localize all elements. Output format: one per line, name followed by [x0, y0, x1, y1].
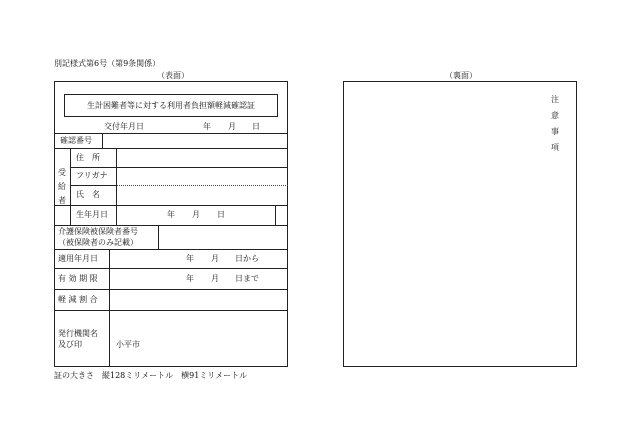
row-line	[70, 167, 288, 168]
issuer-label: 発行機関名	[58, 329, 98, 338]
recipient-label: 受給者	[58, 168, 66, 205]
row-line	[54, 205, 288, 206]
table-top-line	[54, 133, 288, 134]
col-line	[70, 148, 71, 225]
insured-no-label: 介護保険被保険者番号	[58, 227, 138, 236]
form-number-label: 別記様式第6号（第9条関係）	[54, 59, 161, 68]
validity-month: 月	[211, 274, 219, 283]
back-card	[343, 81, 577, 367]
row-line	[70, 185, 116, 186]
birthdate-label: 生年月日	[76, 210, 108, 219]
col-line	[109, 249, 110, 310]
row-line	[54, 249, 288, 250]
issue-date-label: 交付年月日	[104, 122, 144, 131]
row-line	[54, 268, 288, 269]
size-note: 証の大きさ 縦128ミリメートル 横91ミリメートル	[54, 371, 248, 380]
row-line	[54, 148, 288, 149]
validity-label: 有 効 期 限	[58, 274, 98, 283]
issue-date-year: 年	[203, 122, 211, 131]
furigana-label: フリガナ	[76, 171, 108, 180]
col-line	[275, 205, 276, 225]
row-line	[54, 310, 288, 311]
validity-year: 年	[186, 274, 194, 283]
reduction-rate-label: 軽 減 割 合	[58, 295, 98, 304]
issuer-value: 小平市	[116, 340, 140, 349]
notes-title: 注意事項	[551, 95, 559, 152]
applicable-month: 月	[211, 254, 219, 263]
applicable-year: 年	[186, 254, 194, 263]
row-line	[54, 225, 288, 226]
issuer-seal-label: 及び印	[58, 340, 82, 349]
applicable-day: 日から	[235, 254, 259, 263]
birth-year: 年	[167, 210, 175, 219]
col-line	[109, 310, 110, 367]
birth-day: 日	[217, 210, 225, 219]
col-line	[158, 225, 159, 249]
back-side-label: （裏面）	[445, 71, 477, 80]
col-line	[102, 133, 103, 148]
row-line	[54, 289, 288, 290]
front-side-label: （表面）	[157, 71, 189, 80]
issue-date-day: 日	[252, 122, 260, 131]
card-title: 生計困難者等に対する利用者負担額軽減確認証	[87, 101, 255, 110]
insured-no-note: （被保険者のみ記載）	[58, 238, 138, 247]
confirmation-no-label: 確認番号	[60, 136, 92, 145]
validity-day: 日まで	[235, 274, 259, 283]
issue-date-month: 月	[228, 122, 236, 131]
applicable-date-label: 適用年月日	[58, 254, 98, 263]
col-line	[116, 148, 117, 225]
address-label: 住 所	[76, 153, 100, 162]
birth-month: 月	[192, 210, 200, 219]
furigana-dotted-line	[116, 185, 288, 186]
name-label: 氏 名	[76, 190, 100, 199]
